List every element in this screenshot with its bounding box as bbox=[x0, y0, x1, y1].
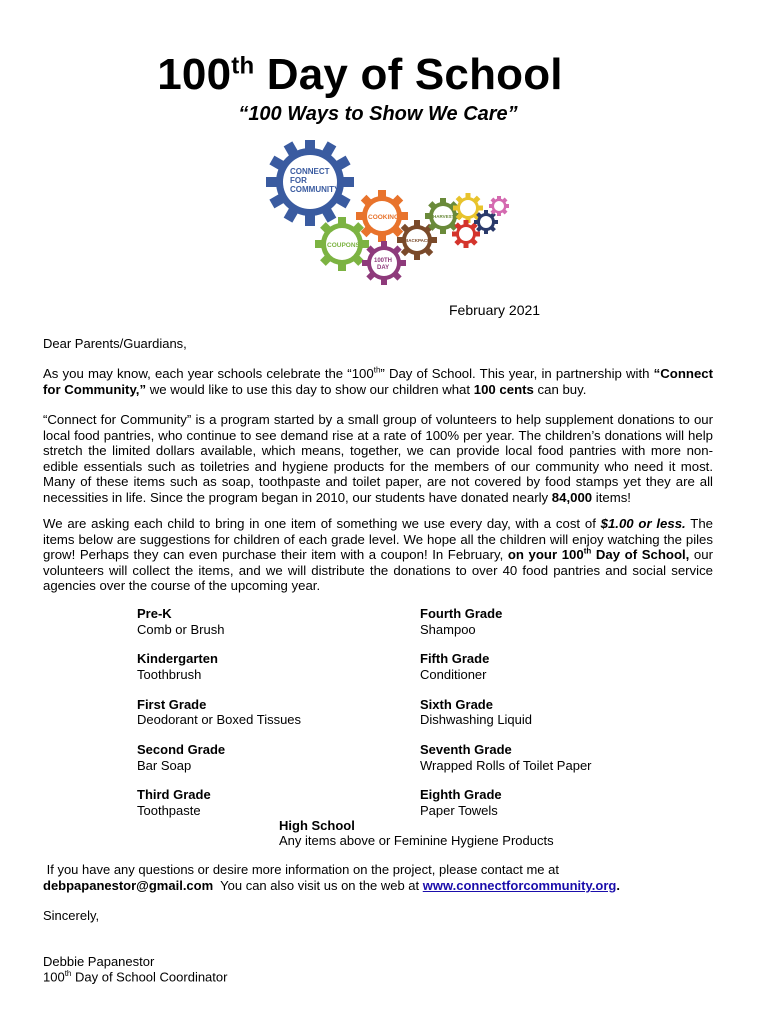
grade-title: First Grade bbox=[137, 697, 207, 712]
grade-item: Paper Towels bbox=[420, 803, 498, 818]
grade-item: Deodorant or Boxed Tissues bbox=[137, 712, 302, 727]
gear-harvest bbox=[425, 198, 461, 234]
gear-100th-day bbox=[362, 241, 406, 285]
svg-text:100TH: 100TH bbox=[374, 258, 393, 264]
svg-text:FOR: FOR bbox=[290, 176, 307, 185]
svg-text:COOKING: COOKING bbox=[368, 214, 400, 221]
title-superscript: th bbox=[231, 52, 255, 80]
gear-cooking bbox=[356, 190, 408, 242]
grade-title: Pre-K bbox=[137, 606, 172, 621]
paragraph-request: We are asking each child to bring in one item of something we use every day, with a cost of $1.00 or less. The items below are suggestions for children of each grade level. We hope all the children will enjoy watching the piles grow! Perhaps they can even purchase their item with a coupon! In February, on your 100th Day of School, our volunteers will collect the items, and we will distribute the donations to over 40 food pantries and social service agencies over the course of the upcoming year. bbox=[43, 516, 713, 593]
grade-item: Comb or Brush bbox=[137, 622, 225, 637]
svg-text:DAY: DAY bbox=[377, 265, 390, 271]
contact-details: debpapanestor@gmail.com You can also visit us on the web at www.connectforcommunity.org. bbox=[43, 878, 620, 893]
gear-navy bbox=[474, 210, 498, 234]
grade-title: Seventh Grade bbox=[420, 742, 512, 757]
page-subtitle: “100 Ways to Show We Care” bbox=[238, 103, 518, 125]
page-title bbox=[0, 50, 720, 100]
title-text: Day of School bbox=[254, 50, 563, 99]
grade-title: Third Grade bbox=[137, 787, 211, 802]
website-link[interactable]: www.connectforcommunity.org bbox=[422, 878, 617, 893]
grade-item: Bar Soap bbox=[137, 758, 192, 773]
title-number: 100 bbox=[157, 50, 232, 99]
signature-role: 100th Day of School Coordinator bbox=[43, 969, 228, 985]
svg-text:HARVEST: HARVEST bbox=[433, 214, 455, 219]
grade-title: Kindergarten bbox=[137, 651, 218, 666]
gear-red bbox=[452, 220, 480, 248]
svg-text:COUPONS: COUPONS bbox=[327, 242, 360, 249]
svg-text:BACKPACKS: BACKPACKS bbox=[405, 238, 434, 243]
contact-email[interactable]: debpapanestor@gmail.com bbox=[43, 878, 214, 893]
grade-item: Dishwashing Liquid bbox=[420, 712, 533, 727]
gear-connect-for-community bbox=[266, 140, 354, 226]
svg-text:CONNECT: CONNECT bbox=[290, 167, 330, 176]
grade-item: Shampoo bbox=[420, 622, 476, 637]
svg-text:COMMUNITY: COMMUNITY bbox=[290, 185, 340, 194]
grade-item: Toothpaste bbox=[137, 803, 201, 818]
paragraph-program: “Connect for Community” is a program started by a small group of volunteers to help supplement donations to our local food pantries, who continue to see demand rise at a rate of 100% per year. The children’s donations will help stretch the limited dollars available, which means, together, we can provide local food pantries with more non-edible essentials such as toiletries and hygiene products for the members of our community who need it most. Many of these items such as soap, toothpaste and toilet paper, are not covered by food stamps yet they are all necessities in life. Since the program began in 2010, our students have donated nearly 84,000 items! bbox=[43, 412, 713, 505]
grade-title: Fourth Grade bbox=[420, 606, 503, 621]
gear-pink bbox=[489, 196, 509, 216]
grade-item-high-school: Any items above or Feminine Hygiene Products bbox=[279, 833, 554, 848]
paragraph-intro: As you may know, each year schools celebrate the “100th” Day of School. This year, in partnership with “Connect for Community,” we would like to use this day to show our children what 100 cents can buy. bbox=[43, 365, 713, 397]
grade-item: Toothbrush bbox=[137, 667, 202, 682]
grade-title: Fifth Grade bbox=[420, 651, 490, 666]
grade-title: Sixth Grade bbox=[420, 697, 493, 712]
greeting: Dear Parents/Guardians, bbox=[43, 336, 187, 351]
signature-name: Debbie Papanestor bbox=[43, 954, 155, 969]
grade-title: Eighth Grade bbox=[420, 787, 502, 802]
letter-date: February 2021 bbox=[449, 302, 541, 318]
grade-item: Wrapped Rolls of Toilet Paper bbox=[420, 758, 592, 773]
gear-coupons bbox=[315, 217, 369, 271]
grade-item: Conditioner bbox=[420, 667, 487, 682]
grade-title: Second Grade bbox=[137, 742, 226, 757]
connect-for-community-logo bbox=[262, 140, 514, 290]
closing: Sincerely, bbox=[43, 908, 100, 923]
contact-line: If you have any questions or desire more information on the project, please contact me at bbox=[43, 862, 559, 877]
grade-title-high-school: High School bbox=[279, 818, 355, 833]
